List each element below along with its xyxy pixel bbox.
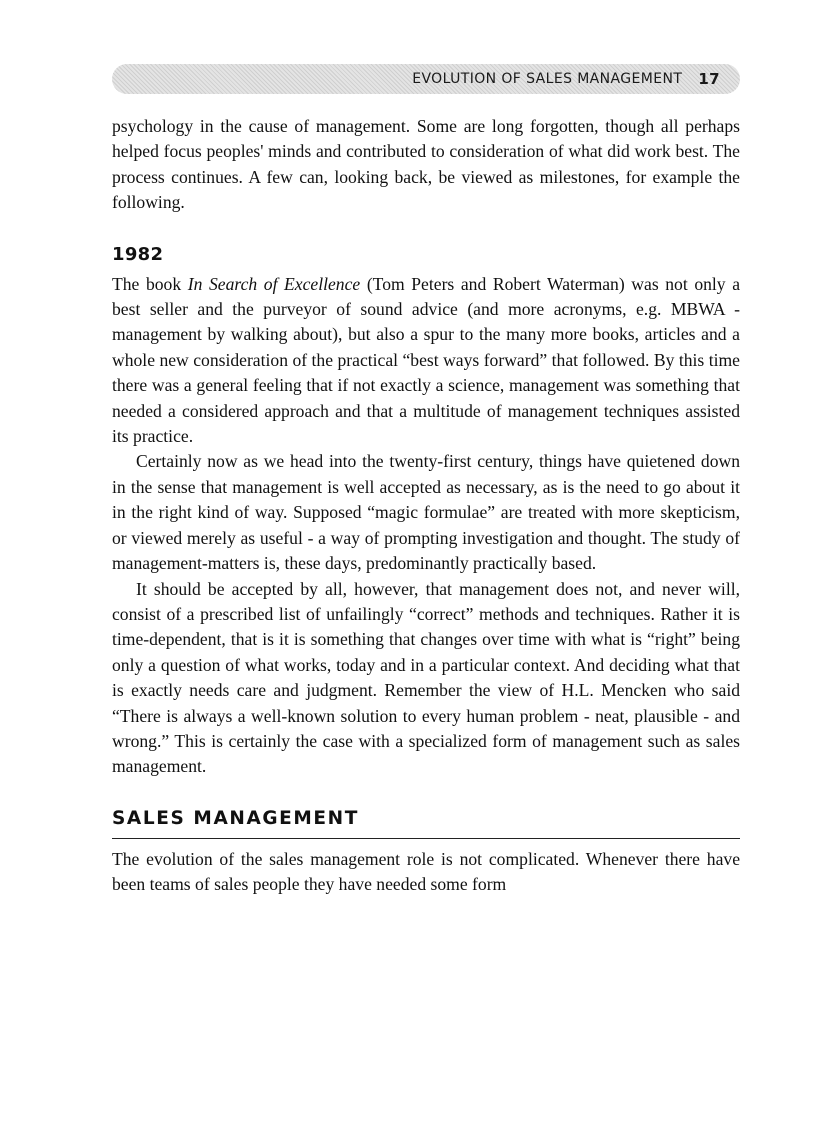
page-content	[112, 114, 740, 898]
paragraph-text: (Tom Peters and Robert Waterman) was not only a best seller and the purveyor of sound advice (and more acronyms, e.g. MBWA - management by walking about), but also a spur to the many more books, articles and a whole new consideration of the practical “best ways forward” that followed. By this time there was a general feeling that if not exactly a science, management was something that needed a considered approach and that a multitude of management techniques assisted its practice.	[112, 273, 741, 447]
paragraph-1982-2: Certainly now as we head into the twenty-first century, things have quietened down in the sense that management is well accepted as necessary, as is the need to go about it in the right kind of way. Supposed “magic formulae” are treated with more skepticism, or viewed merely as useful - a way of prompting investigation and thought. The study of management-matters is, these days, predominantly practically based.	[112, 451, 740, 574]
running-header	[112, 64, 740, 94]
chapter-title: EVOLUTION OF SALES MANAGEMENT	[412, 71, 683, 87]
page-number: 17	[698, 70, 720, 88]
section-heading-1982: 1982	[112, 243, 164, 265]
paragraph-text: The book	[112, 273, 188, 294]
section-heading-sales-management: SALES MANAGEMENT	[112, 806, 740, 839]
paragraph-1982-1	[112, 272, 740, 450]
book-title: In Search of Excellence	[187, 273, 361, 294]
paragraph-sales-1: The evolution of the sales management role is not complicated. Whenever there have been teams of sales people they have needed some form	[112, 848, 740, 895]
intro-paragraph: psychology in the cause of management. Some are long forgotten, though all perhaps helped focus peoples' minds and contributed to consideration of what did work best. The process continues. A few can, looking back, be viewed as milestones, for example the following.	[112, 116, 740, 213]
paragraph-1982-3: It should be accepted by all, however, that management does not, and never will, consist of a prescribed list of unfailingly “correct” methods and techniques. Rather it is time-dependent, that is it is something that changes over time with what is “right” being only a question of what works, today and in a particular context. And deciding what that is exactly needs care and judgment. Remember the view of H.L. Mencken who said “There is always a well-known solution to every human problem - neat, plausible - and wrong.” This is certainly the case with a specialized form of management such as sales management.	[112, 578, 740, 777]
